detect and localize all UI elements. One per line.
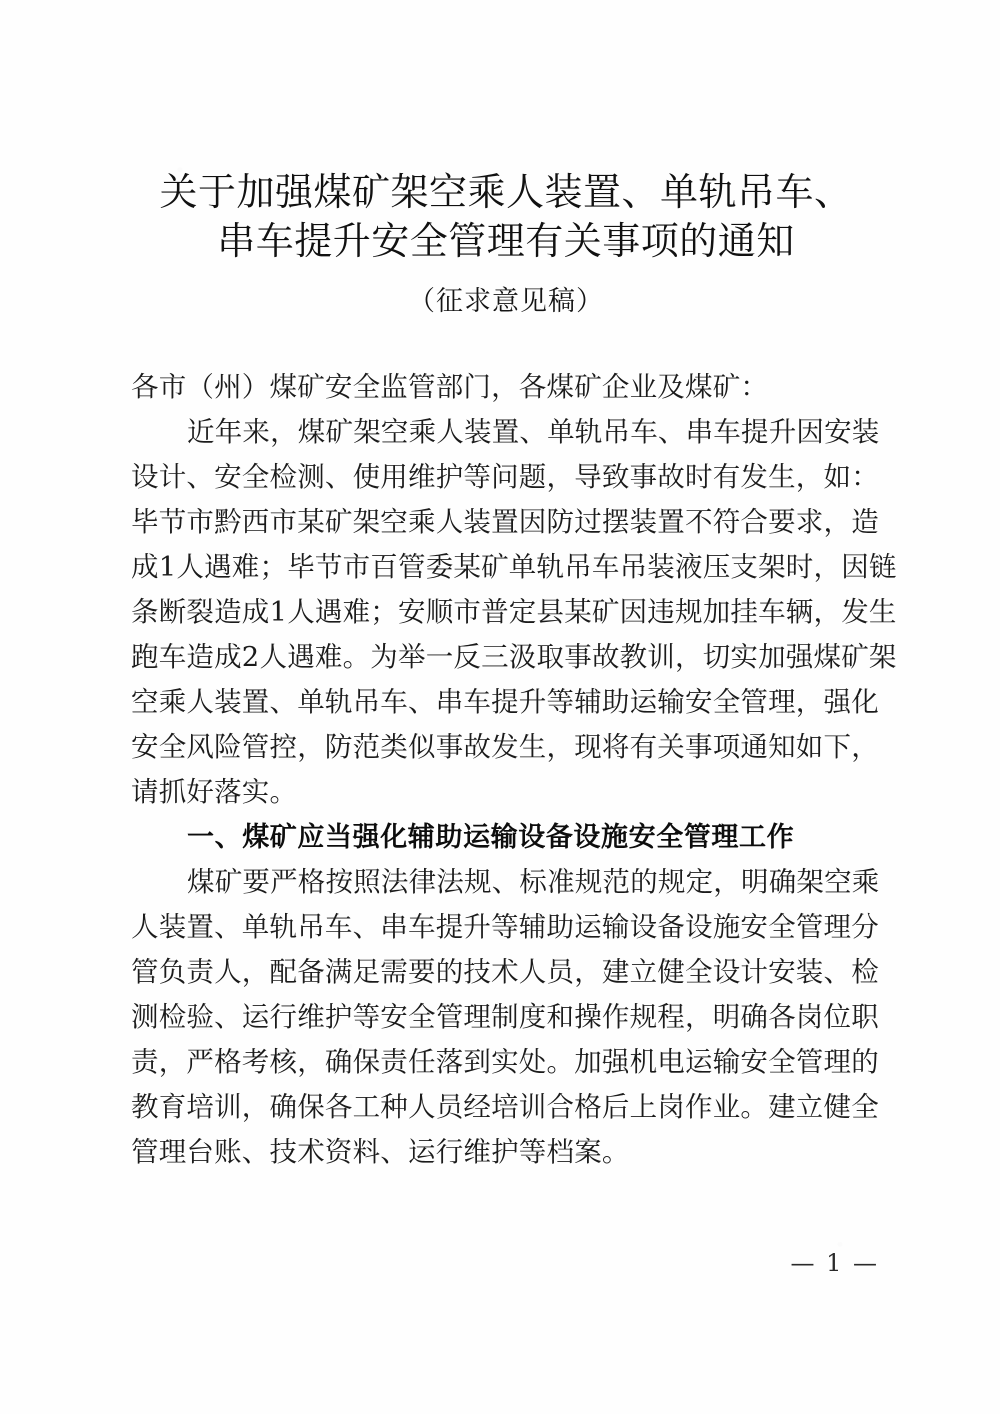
section-1 — [131, 815, 881, 1175]
paragraph-line: 教育培训，确保各工种人员经培训合格后上岗作业。建立健全 — [131, 1091, 879, 1123]
paragraph-line: 人装置、单轨吊车、串车提升等辅助运输设备设施安全管理分 — [131, 911, 879, 943]
paragraph-section-1 — [131, 860, 881, 1175]
document-subtitle: （征求意见稿） — [408, 286, 604, 317]
paragraph-line: 毕节市黔西市某矿架空乘人装置因防过摆装置不符合要求，造 — [131, 506, 879, 538]
paragraph-line: 空乘人装置、单轨吊车、串车提升等辅助运输安全管理，强化 — [131, 686, 879, 718]
page-title — [131, 0, 881, 266]
section-heading: 一、煤矿应当强化辅助运输设备设施安全管理工作 — [187, 822, 795, 853]
paragraph-line: 跑车造成2人遇难。为举一反三汲取事故教训，切实加强煤矿架 — [131, 641, 897, 673]
paragraph-line: 管理台账、技术资料、运行维护等档案。 — [131, 1136, 630, 1168]
paragraph-line: 管负责人，配备满足需要的技术人员，建立健全设计安装、检 — [131, 956, 879, 988]
paragraph-line: 责，严格考核，确保责任落到实处。加强机电运输安全管理的 — [131, 1046, 879, 1078]
paragraph-line: 设计、安全检测、使用维护等问题，导致事故时有发生，如： — [131, 461, 879, 493]
paragraph-intro — [131, 410, 897, 815]
page-number: — 1 — — [790, 1249, 879, 1277]
paragraph-line: 煤矿要严格按照法律法规、标准规范的规定，明确架空乘 — [187, 866, 880, 898]
paragraph-line: 测检验、运行维护等安全管理制度和操作规程，明确各岗位职 — [131, 1001, 879, 1033]
paragraph-line: 请抓好落实。 — [131, 776, 298, 808]
paragraph-line: 近年来，煤矿架空乘人装置、单轨吊车、串车提升因安装 — [187, 416, 880, 448]
paragraph-line: 安全风险管控，防范类似事故发生，现将有关事项通知如下， — [131, 731, 879, 763]
document-body — [131, 319, 897, 1175]
salutation: 各市（州）煤矿安全监管部门，各煤矿企业及煤矿： — [131, 371, 769, 403]
title-line-2: 串车提升安全管理有关事项的通知 — [217, 219, 795, 263]
paragraph-line: 成1人遇难；毕节市百管委某矿单轨吊车吊装液压支架时，因链 — [131, 551, 897, 583]
title-line-1: 关于加强煤矿架空乘人装置、单轨吊车、 — [159, 170, 853, 214]
document-content — [131, 0, 897, 1175]
paragraph-line: 条断裂造成1人遇难；安顺市普定县某矿因违规加挂车辆，发生 — [131, 596, 897, 628]
